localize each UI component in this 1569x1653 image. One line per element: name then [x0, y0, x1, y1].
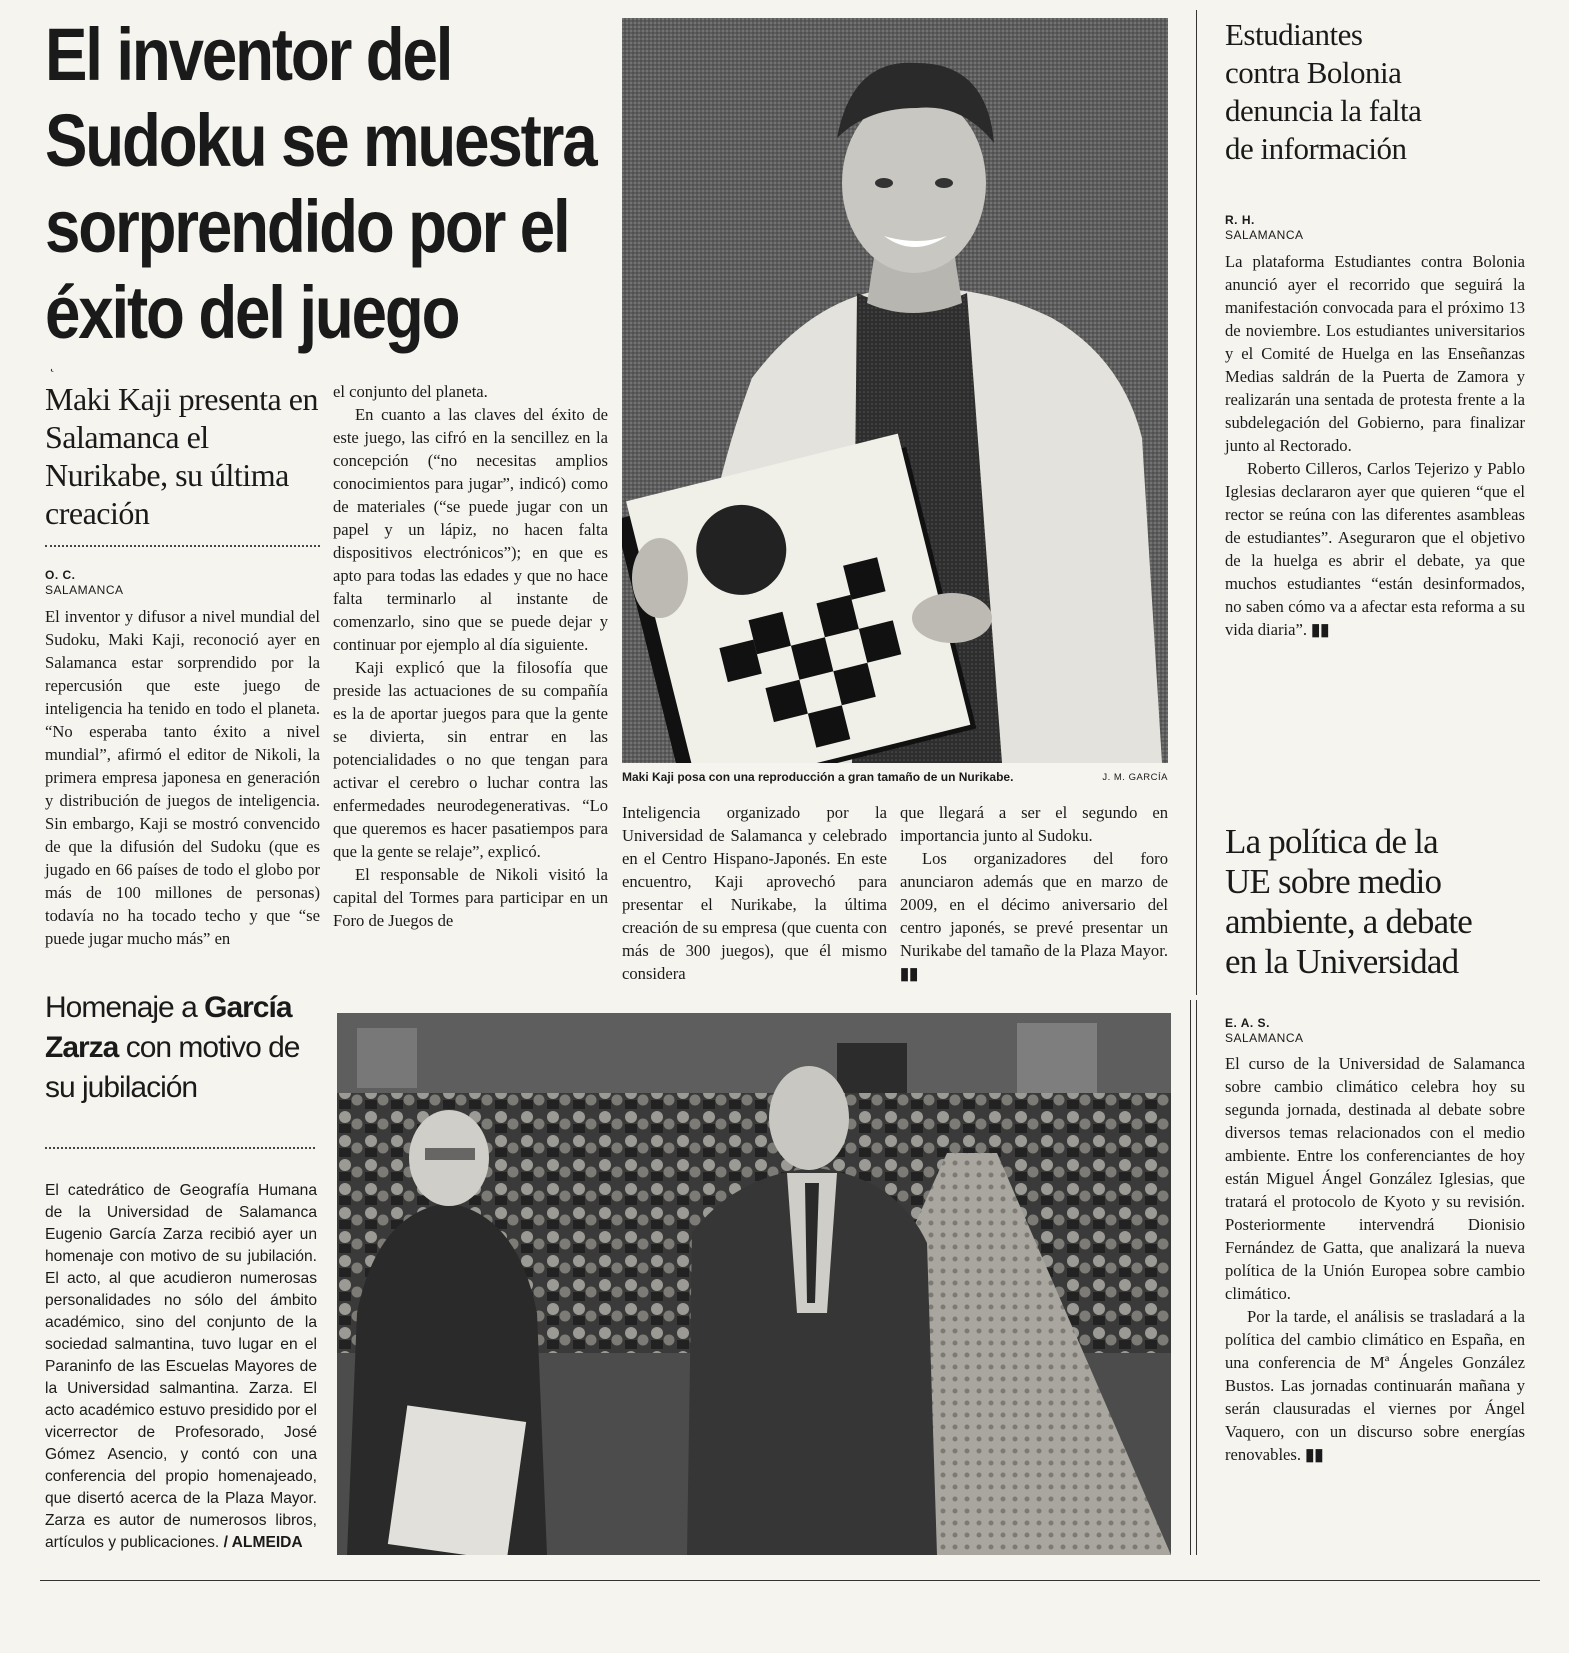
photo-homenaje-ceremony — [337, 1013, 1171, 1555]
byline-author: O. C. — [45, 568, 76, 582]
headline-line: ambiente, a debate — [1225, 902, 1472, 941]
end-mark: ▮▮ — [1311, 620, 1330, 639]
main-subhead: Maki Kaji presenta en Salamanca el Nurikabe, su última creación — [45, 381, 318, 531]
headline-text: Homenaje a — [45, 991, 205, 1024]
headline-line: La política de la — [1225, 822, 1438, 861]
page-bottom-rule — [40, 1580, 1540, 1581]
main-article-column-4 — [900, 801, 1168, 985]
headline-line: de información — [1225, 131, 1407, 166]
headline-line: contra Bolonia — [1225, 55, 1402, 90]
homenaje-headline — [45, 988, 315, 1108]
sidebar2-headline — [1225, 822, 1545, 982]
paragraph-text: Los organizadores del foro anunciaron además que en marzo de 2009, en el décimo aniversario del centro japonés, se prevé presentar un Nurikabe del tamaño de la Plaza Mayor. — [900, 849, 1168, 960]
headline-line: El inventor del — [45, 13, 452, 96]
paragraph-text: Por la tarde, el análisis se trasladará a la política del cambio climático en España, en una conferencia de Mª Ángeles González Bustos. Las jornadas continuarán mañana y serán clausuradas el viernes por Ángel Vaquero, con un discurso sobre energías renovables. — [1225, 1307, 1525, 1464]
paragraph: En cuanto a las claves del éxito de este juego, las cifró en la sencillez en la concepción (“no necesitas amplios conocimientos para jugar”, indicó) como de materiales (“se puede jugar con un papel y un lápiz, no hacen falta dispositivos electrónicos”); en que es apto para todas las edades y que no hace falta terminarlo al instante de comenzarlo, sino que se puede dejar y continuar por ejemplo al día siguiente. — [333, 405, 608, 654]
headline-line: denuncia la falta — [1225, 93, 1422, 128]
sidebar1-body — [1225, 250, 1525, 641]
headline-highlight: García Zarza — [45, 991, 292, 1064]
photo-illustration — [622, 18, 1168, 763]
paragraph: El curso de la Universidad de Salamanca sobre cambio climático celebra hoy su segunda jornada, destinada al debate sobre diversos temas relacionados con el medio ambiente. Entre los conferenciantes de hoy están Miguel Ángel González Iglesias, que tratará el protocolo de Kyoto y su revisión. Posteriormente intervendrá Dionisio Fernández de Gatta, que analizará la nueva política de la Unión Europea sobre cambio climático. — [1225, 1054, 1525, 1303]
paragraph: Inteligencia organizado por la Universidad de Salamanca y celebrado en el Centro Hispano-Japonés. En este encuentro, Kaji aprovechó para presentar el Nurikabe, la última creación de su empresa (que cuenta con más de 300 juegos), que él mismo considera — [622, 803, 887, 983]
headline-text: con motivo de su jubilación — [45, 1031, 300, 1104]
paragraph: Kaji explicó que la filosofía que preside las actuaciones de su compañía es la de aportar juegos para que la gente se divierta, sin entrar en las potencialidades o no que tengan para activar el cerebro o luchar contra las enfermedades neurodegenerativas. “Lo que queremos es hacer pasatiempos para que la gente se relaje”, explicó. — [333, 658, 608, 861]
paragraph — [900, 847, 1168, 985]
photo-caption: Maki Kaji posa con una reproducción a gran tamaño de un Nurikabe. — [622, 770, 1014, 784]
sidebar2-body — [1225, 1052, 1525, 1466]
column-rule — [1190, 1000, 1191, 1555]
byline-place: SALAMANCA — [45, 583, 124, 597]
paragraph: que llegará a ser el segundo en importancia junto al Sudoku. — [900, 803, 1168, 845]
byline-author: E. A. S. — [1225, 1016, 1270, 1030]
homenaje-body — [45, 1180, 317, 1554]
byline-place: SALAMANCA — [1225, 1031, 1304, 1045]
dotted-divider — [45, 545, 320, 547]
paragraph — [1225, 457, 1525, 641]
column-rule — [1196, 10, 1197, 995]
sidebar1-byline — [1225, 213, 1525, 243]
paragraph: el conjunto del planeta. — [333, 382, 488, 401]
main-headline — [45, 12, 596, 356]
paragraph: El responsable de Nikoli visitó la capital del Tormes para participar en un Foro de Juegos de — [333, 865, 608, 930]
paragraph-text: El catedrático de Geografía Humana de la Universidad de Salamanca Eugenio García Zarza recibió ayer un homenaje con motivo de su jubilación. El acto, al que acudieron numerosas personalidades no sólo del ámbito académico, sino del conjunto de la sociedad salmantina, tuvo lugar en el Paraninfo de las Escuelas Mayores de la Universidad salmantina. Zarza. El acto académico estuvo presidido por el vicerrector de Profesorado, José Gómez Asencio, y contó con una conferencia del propio homenajeado, que disertó acerca de la Plaza Mayor. Zarza es autor de numerosos libros, artículos y publicaciones. — [45, 1182, 317, 1551]
sidebar1-headline — [1225, 16, 1545, 168]
main-byline — [45, 568, 320, 598]
photo-credit: / ALMEIDA — [223, 1534, 303, 1551]
main-article-column-1 — [45, 605, 320, 950]
photo-credit: J. M. GARCÍA — [1102, 772, 1168, 783]
photo-illustration — [337, 1013, 1171, 1555]
main-article-column-2 — [333, 380, 608, 932]
end-mark: ▮▮ — [900, 964, 919, 983]
paragraph: El inventor y difusor a nivel mundial del Sudoku, Maki Kaji, reconoció ayer en Salamanca estar sorprendido por la repercusión que este juego de inteligencia ha tenido en todo el planeta. “No esperaba tanto éxito a nivel mundial”, afirmó el editor de Nikoli, la primera empresa japonesa en generación y distribución de juegos de inteligencia. Sin embargo, Kaji se mostró convencido de que la difusión del Sudoku (que es jugado en 66 países de todo el globo por más de 100 millones de personas) todavía no ha tocado techo y que “se puede jugar mucho más” en — [45, 607, 320, 948]
paragraph-text: Roberto Cilleros, Carlos Tejerizo y Pablo Iglesias declararon ayer que quieren “que el rector se reúna con las diferentes asambleas de estudiantes”. Aseguraron que el objetivo de la huelga es abrir el debate, ya que muchos estudiantes “están desinformados, no saben cómo va a afectar esta reforma a su vida diaria”. — [1225, 459, 1525, 639]
byline-place: SALAMANCA — [1225, 228, 1304, 242]
main-article-column-3 — [622, 801, 887, 985]
byline-author: R. H. — [1225, 213, 1255, 227]
paragraph — [1225, 1305, 1525, 1466]
end-mark: ▮▮ — [1305, 1445, 1324, 1464]
headline-line: en la Universidad — [1225, 942, 1459, 981]
dotted-divider — [45, 1147, 315, 1149]
headline-line: sorprendido por el — [45, 185, 569, 268]
headline-line: Sudoku se muestra — [45, 99, 596, 182]
print-speck: ˛ — [50, 358, 55, 373]
headline-line: éxito del juego — [45, 271, 459, 354]
paragraph: La plataforma Estudiantes contra Bolonia anunció ayer el recorrido que seguirá la manifestación convocada para el próximo 13 de noviembre. Los estudiantes universitarios y el Comité de Huelga en las Enseñanzas Medias saldrán de la Puerta de Zamora y realizarán una sentada de protesta frente a la subdelegación del Gobierno, para finalizar junto al Rectorado. — [1225, 252, 1525, 455]
column-rule — [1196, 1000, 1197, 1555]
headline-line: UE sobre medio — [1225, 862, 1442, 901]
sidebar2-byline — [1225, 1016, 1525, 1046]
photo-maki-kaji — [622, 18, 1168, 763]
headline-line: Estudiantes — [1225, 17, 1363, 52]
